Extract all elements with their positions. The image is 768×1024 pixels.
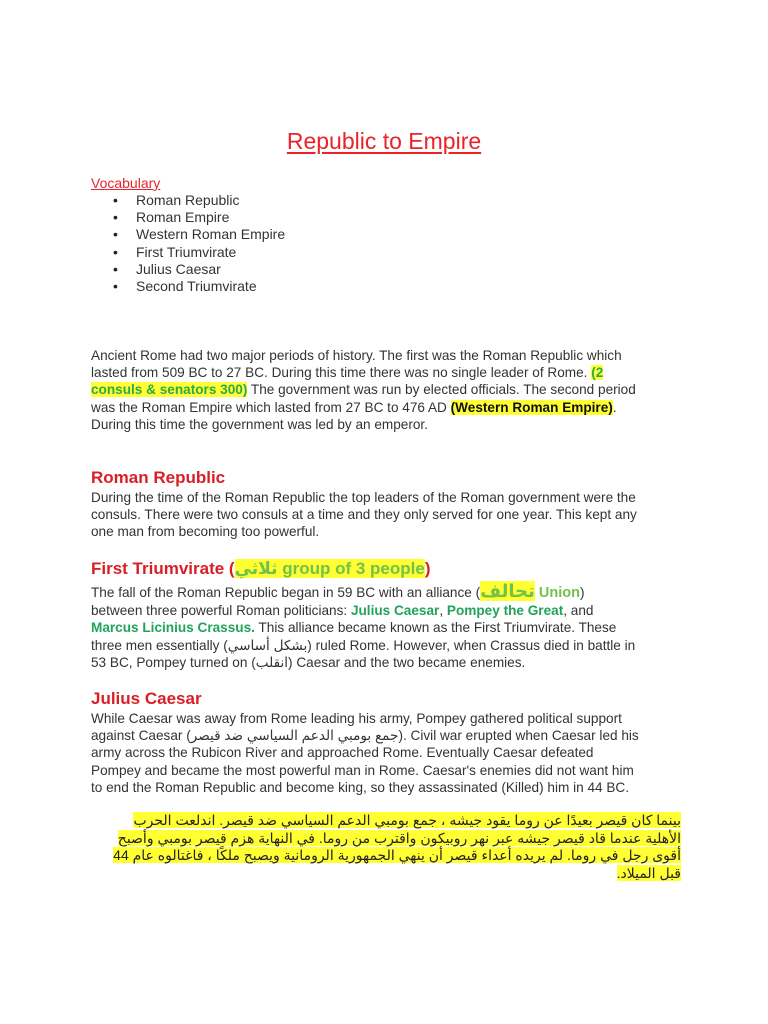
list-item: • Roman Republic xyxy=(91,192,285,209)
list-item: • Julius Caesar xyxy=(91,261,285,278)
name-marcus-crassus: Marcus Licinius Crassus. xyxy=(91,620,255,636)
heading-first-triumvirate: First Triumvirate (ثلاثي group of 3 people) xyxy=(91,559,431,578)
highlight-western-empire: (Western Roman Empire) xyxy=(450,399,613,415)
name-julius-caesar: Julius Caesar xyxy=(350,603,440,619)
list-item: • First Triumvirate xyxy=(91,244,285,261)
heading-roman-republic: Roman Republic xyxy=(91,468,226,487)
julius-caesar-paragraph: While Caesar was away from Rome leading his army, Pompey gathered political support against Caesar (جمع بومبي الدعم السياسي ضد قيصر). Civil war erupted when Caesar led his army across the Rubicon River and approached Rome. Eventually Caesar defeated Pompey and became the most powerful man in Rome. Caesar's enemies did not want him to end the Roman Republic and become king, so they assassinated (Killed) him in 44 BC. xyxy=(91,711,639,795)
roman-republic-paragraph: During the time of the Roman Republic the top leaders of the Roman government were the consuls. There were two consuls at a time and they only served for one year. This kept any one man from becoming too powerful. xyxy=(91,490,637,540)
highlight-consuls: (2 xyxy=(591,365,604,381)
highlight-arabic-triumvirate: ثلاثي xyxy=(234,559,278,578)
vocabulary-list xyxy=(91,192,285,295)
list-item: • Western Roman Empire xyxy=(91,226,285,243)
list-item: • Second Triumvirate xyxy=(91,278,285,295)
highlight-senators: consuls & senators 300) xyxy=(91,382,248,398)
heading-julius-caesar: Julius Caesar xyxy=(91,689,202,708)
name-pompey: Pompey the Great xyxy=(446,603,564,619)
page-title: Republic to Empire xyxy=(286,128,482,154)
list-item: • Roman Empire xyxy=(91,209,285,226)
highlight-union-arabic: تحالف xyxy=(480,581,535,601)
intro-paragraph: Ancient Rome had two major periods of history. The first was the Roman Republic which lasted from 509 BC to 27 BC. During this time there was no single leader of Rome. (2 consuls & senators 300) The government was run by elected officials. The second period was the Roman Empire which lasted from 27 BC to 476 AD (Western Roman Empire). During this time the government was led by an emperor. xyxy=(91,348,636,432)
vocabulary-label: Vocabulary xyxy=(91,175,161,191)
first-triumvirate-paragraph: The fall of the Roman Republic began in 59 BC with an alliance (تحالف Union) between three powerful Roman politicians: Julius Caesar, Pompey the Great, and Marcus Licinius Crassus. This alliance became known as the First Triumvirate. These three men essentially (بشكل أساسي) ruled Rome. However, when Crassus died in battle in 53 BC, Pompey turned on (انقلب) Caesar and the two became enemies. xyxy=(91,581,636,670)
arabic-translation-paragraph: بينما كان قيصر بعيدًا عن روما يقود جيشه ، جمع بومبي الدعم السياسي ضد قيصر. اندلعت الحرب الأهلية عندما قاد قيصر جيشه عبر نهر روبيكون واقترب من روما. في النهاية هزم قيصر بومبي وأصبح أقوى رجل في روما. لم يريده أعداء قيصر أن ينهي الجمهورية الرومانية ويصبح ملكًا ، فاغتالوه عام 44 قبل الميلاد. xyxy=(113,812,681,881)
